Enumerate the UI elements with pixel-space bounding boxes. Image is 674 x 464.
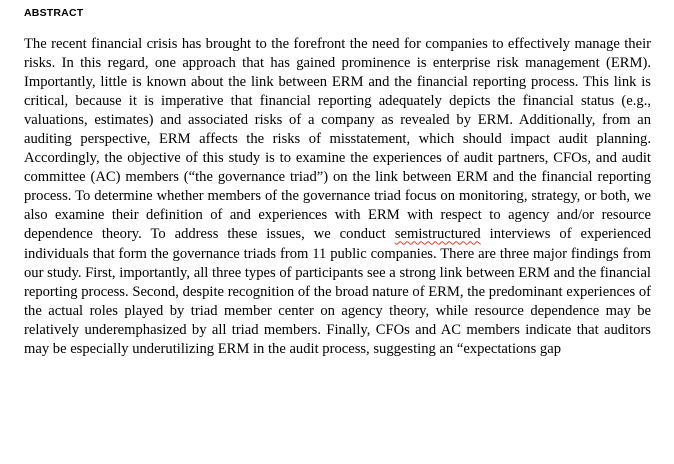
abstract-body[interactable] — [24, 35, 651, 359]
abstract-text-part-2: interviews of experienced individuals that form the governance triads from 11 public companies. There are three major findings from our study. First, importantly, all three types of participants see a strong link between ERM and the financial reporting process. Second, despite recognition of the broad nature of ERM, the predominant experiences of the actual roles played by triad member center on agency theory, while resource dependence may be relatively underemphasized by all triad members. Finally, CFOs and AC members indicate that auditors may be especially underutilizing ERM in the audit process, suggesting an “expectations gap — [24, 226, 651, 357]
abstract-text-part-1: The recent financial crisis has brought to the forefront the need for companies to effectively manage their risks. In this regard, one approach that has gained prominence is enterprise risk management (ERM). Importantly, little is known about the link between ERM and the financial reporting process. This link is critical, because it is imperative that financial reporting adequately depicts the financial status (e.g., valuations, estimates) and associated risks of a company as revealed by ERM. Additionally, from an auditing perspective, ERM affects the risks of misstatement, which should impact audit planning. Accordingly, the objective of this study is to examine the experiences of audit partners, CFOs, and audit committee (AC) members (“the governance triad”) on the link between ERM and the financial reporting process. To determine whether members of the governance triad focus on monitoring, strategy, or both, we also examine their definition of and experiences with ERM with respect to agency and/or resource dependence theory. To address these issues, we conduct — [24, 36, 651, 243]
spellcheck-flagged-word[interactable]: semistructured — [394, 226, 481, 243]
abstract-heading: ABSTRACT — [24, 7, 84, 19]
